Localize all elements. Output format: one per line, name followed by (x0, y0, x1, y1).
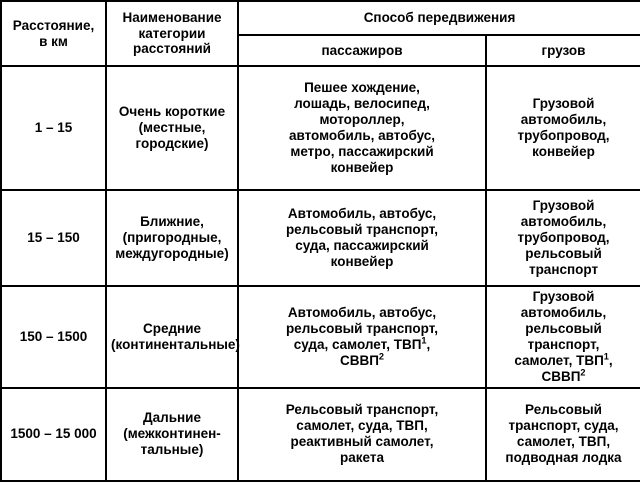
footnote-marker-1: 1 (421, 335, 427, 346)
cell-cargo (486, 388, 640, 481)
column-header-mode-passengers: пассажиров (238, 35, 486, 66)
cell-cargo-line3: трубопровод, (517, 128, 610, 143)
table-row (1, 388, 640, 481)
cell-distance: 1500 – 15 000 (1, 388, 106, 481)
cell-passengers-line3: мотороллер, (319, 112, 405, 128)
cell-category (106, 190, 238, 286)
cell-cargo-line2: автомобиль, (520, 112, 607, 128)
column-header-category-line2: категории (138, 25, 206, 41)
cell-cargo-line1: Грузовой (532, 289, 595, 304)
cell-cargo-line3: рельсовый (525, 320, 602, 336)
cell-cargo-line4: конвейер (532, 143, 595, 159)
cell-passengers (238, 388, 486, 481)
cell-passengers-line1: Рельсовый транспорт, (285, 402, 439, 418)
cell-cargo (486, 190, 640, 286)
cell-passengers-line3: суда, пассажирский (295, 238, 429, 253)
cell-passengers-line4: автомобиль, автобус, (288, 128, 436, 143)
cell-category-line2: (пригородные, (122, 230, 222, 246)
cell-passengers-line4 (243, 353, 481, 369)
cell-cargo-line3: трубопровод, (517, 230, 610, 246)
cell-cargo-line2: транспорт, суда, (508, 418, 619, 434)
cell-cargo-line1: Рельсовый (525, 402, 602, 418)
table-row (1, 286, 640, 388)
cell-cargo-line2: автомобиль, (520, 304, 607, 320)
cell-passengers (238, 66, 486, 190)
cell-cargo-line1: Грузовой (532, 96, 595, 112)
cell-cargo-line6-text: СВВП (541, 368, 581, 384)
cell-category (106, 388, 238, 481)
column-header-mode: Способ передвижения (238, 1, 640, 35)
column-header-distance-line1: Расстояние, (12, 17, 95, 33)
cell-passengers-line3 (243, 337, 481, 353)
cell-category-line1: Дальние (143, 410, 201, 426)
cell-passengers-line2: рельсовый транспорт, (285, 320, 439, 336)
table-body (1, 66, 640, 481)
cell-cargo-line5-text: самолет, ТВП (514, 352, 604, 368)
cell-passengers (238, 190, 486, 286)
cell-category (106, 66, 238, 190)
cell-category-line3: междугородные) (115, 245, 229, 261)
cell-cargo (486, 286, 640, 388)
cell-passengers-line3-text: суда, самолет, ТВП (293, 336, 422, 352)
cell-passengers-line6: конвейер (330, 159, 394, 175)
footnote-marker-2: 2 (378, 351, 385, 362)
cell-cargo-line4: рельсовый (525, 245, 602, 261)
cell-category-line1: Очень короткие (118, 104, 226, 120)
cell-passengers-line3: реактивный самолет, (290, 434, 434, 450)
cell-category-line1: Ближние, (140, 214, 204, 230)
cell-passengers-line5: метро, пассажирский (290, 143, 434, 159)
column-header-category-line3: расстояний (133, 41, 211, 57)
cell-distance: 15 – 150 (1, 190, 106, 286)
cell-category-line3: тальные) (140, 441, 204, 457)
column-header-category (106, 1, 238, 66)
cell-cargo-line4: транспорт, (527, 336, 600, 352)
table-header (1, 1, 640, 66)
cell-category (106, 286, 238, 388)
cell-cargo-line4: подводная лодка (505, 449, 622, 465)
cell-cargo-line5: транспорт (528, 261, 599, 277)
cell-category-line3: городские) (135, 135, 209, 151)
column-header-distance (1, 1, 106, 66)
cell-category-line2: (местные, (138, 120, 206, 136)
cell-passengers-line4-text: СВВП (339, 352, 379, 368)
cell-category-line1: Средние (142, 320, 202, 336)
cell-passengers-line1: Автомобиль, автобус, (287, 304, 437, 320)
column-header-distance-line2: в км (39, 33, 68, 49)
cell-passengers-line2: рельсовый транспорт, (285, 222, 439, 238)
cell-cargo (486, 66, 640, 190)
cell-passengers-line1: Пешее хождение, (304, 80, 420, 96)
cell-passengers-line2: лошадь, велосипед, (294, 96, 430, 112)
cell-passengers-line4: конвейер (330, 253, 394, 269)
cell-passengers-line4: ракета (340, 449, 384, 465)
cell-cargo-line6 (491, 369, 636, 385)
cell-passengers-line2: самолет, суда, ТВП, (296, 418, 428, 434)
cell-passengers (238, 286, 486, 388)
cell-category-line2: (континентальные) (111, 336, 240, 352)
column-header-mode-cargo: грузов (486, 35, 640, 66)
cell-category-line2: (межконтинен- (123, 426, 221, 442)
cell-cargo-line2: автомобиль, (520, 214, 607, 230)
footnote-marker-2: 2 (580, 367, 586, 378)
cell-passengers-line3-suffix: , (426, 336, 431, 352)
cell-cargo-line5 (491, 353, 636, 369)
table-row (1, 190, 640, 286)
cell-distance: 150 – 1500 (1, 286, 106, 388)
footnote-marker-1: 1 (603, 351, 609, 362)
cell-cargo-line1: Грузовой (532, 198, 595, 214)
cell-cargo-line3: самолет, ТВП, (516, 434, 611, 450)
cell-cargo-line5-suffix: , (608, 352, 613, 368)
column-header-category-line1: Наименование (122, 9, 222, 25)
cell-passengers-line1: Автомобиль, автобус, (287, 206, 437, 222)
cell-distance: 1 – 15 (1, 66, 106, 190)
table-row (1, 66, 640, 190)
header-row-primary (1, 1, 640, 35)
